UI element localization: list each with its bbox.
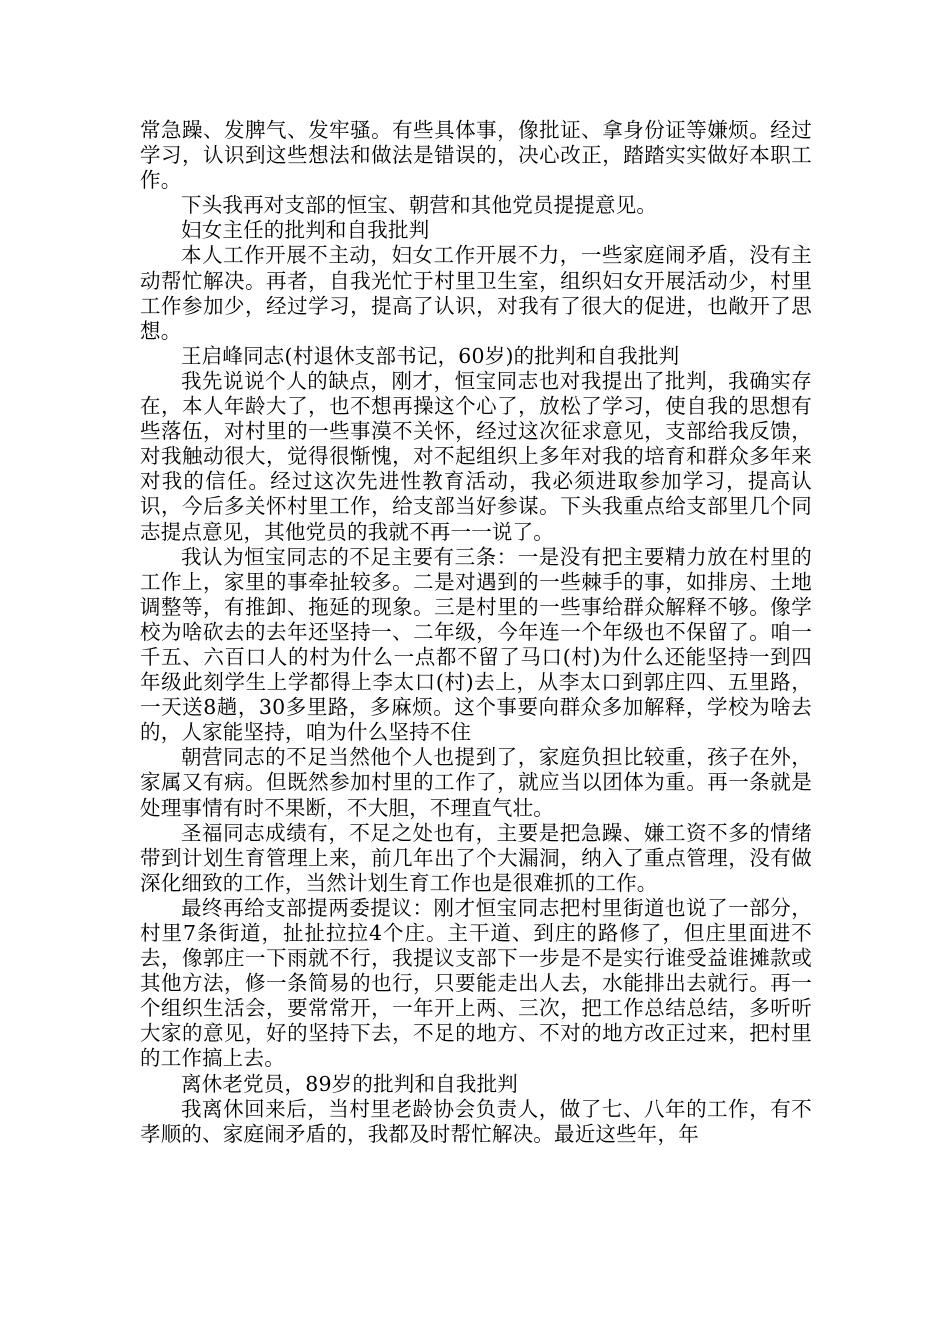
paragraph-wang-qifeng-self: 我先说说个人的缺点，刚才，恒宝同志也对我提出了批判，我确实存在，本人年龄大了，也不想再操这个心了，放松了学习，使自我的思想有些落伍，对村里的一些事漠不关怀，经过这次征求意见，支部给我反馈，对我触动很大，觉得很惭愧，对不起组织上多年对我的培育和群众多年来对我的信任。经过这次先进性教育活动，我必须进取参加学习，提高认识，今后多关怀村里工作，给支部当好参谋。下头我重点给支部里几个同志提点意见，其他党员的我就不再一一说了。 — [140, 368, 812, 544]
section-heading-womens-director: 妇女主任的批判和自我批判 — [181, 218, 430, 243]
section-heading-wang-qifeng: 王启峰同志(村退休支部书记，60岁)的批判和自我批判 — [181, 343, 680, 368]
paragraph-suggestions-intro: 下头我再对支部的恒宝、朝营和其他党员提提意见。 — [181, 193, 658, 218]
paragraph-chaoying-critique: 朝营同志的不足当然他个人也提到了，家庭负担比较重，孩子在外，家属又有病。但既然参加村里的工作了，就应当以团体为重。再一条就是处理事情有时不果断，不大胆，不理直气壮。 — [140, 745, 812, 820]
document-page — [140, 118, 812, 1147]
paragraph-womens-director: 本人工作开展不主动，妇女工作开展不力，一些家庭闹矛盾，没有主动帮忙解决。再者，自我光忙于村里卫生室，组织妇女开展活动少，村里工作参加少，经过学习，提高了认识，对我有了很大的促进，也敞开了思想。 — [140, 243, 812, 343]
paragraph-retired-member: 我离休回来后，当村里老龄协会负责人，做了七、八年的工作，有不孝顺的、家庭闹矛盾的，我都及时帮忙解决。最近这些年，年 — [140, 1096, 812, 1146]
paragraph-continuation: 常急躁、发脾气、发牢骚。有些具体事，像批证、拿身份证等嫌烦。经过学习，认识到这些想法和做法是错误的，决心改正，踏踏实实做好本职工作。 — [140, 118, 812, 193]
section-heading-retired-member: 离休老党员，89岁的批判和自我批判 — [181, 1071, 518, 1096]
paragraph-hengbao-critique: 我认为恒宝同志的不足主要有三条：一是没有把主要精力放在村里的工作上，家里的事牵扯较多。二是对遇到的一些棘手的事，如排房、土地调整等，有推卸、拖延的现象。三是村里的一些事给群众解释不够。像学校为啥砍去的去年还坚持一、二年级，今年连一个年级也不保留了。咱一千五、六百口人的村为什么一点都不留了马口(村)为什么还能坚持一到四年级此刻学生上学都得上李太口(村)去上，从李太口到郭庄四、五里路，一天送8趟，30多里路，多麻烦。这个事要向群众多加解释，学校为啥去的，人家能坚持，咱为什么坚持不住 — [140, 544, 812, 745]
paragraph-shengfu-critique: 圣福同志成绩有，不足之处也有，主要是把急躁、嫌工资不多的情绪带到计划生育管理上来，前几年出了个大漏洞，纳入了重点管理，没有做深化细致的工作，当然计划生育工作也是很难抓的工作。 — [140, 820, 812, 895]
paragraph-branch-proposals: 最终再给支部提两委提议：刚才恒宝同志把村里街道也说了一部分，村里7条街道，扯扯拉拉4个庄。主干道、到庄的路修了，但庄里面进不去，像郭庄一下雨就不行，我提议支部下一步是不是实行谁受益谁摊款或其他方法，修一条简易的也行，只要能走出人去，水能排出去就行。再一个组织生活会，要常常开，一年开上两、三次，把工作总结总结，多听听大家的意见，好的坚持下去，不足的地方、不对的地方改正过来，把村里的工作搞上去。 — [140, 895, 812, 1071]
